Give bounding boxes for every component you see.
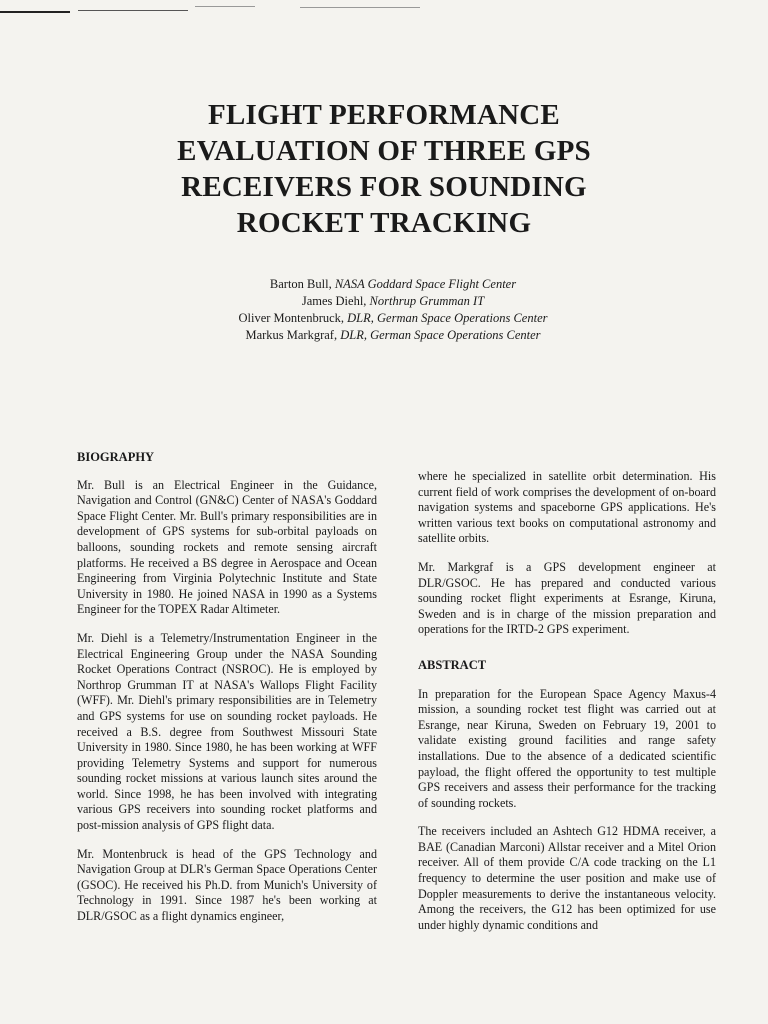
right-column xyxy=(418,469,716,946)
title-line: ROCKET TRACKING xyxy=(236,207,532,239)
author-line xyxy=(0,276,768,293)
scan-artifact-line xyxy=(195,6,255,7)
biography-paragraph: Mr. Bull is an Electrical Engineer in the Guidance, Navigation and Control (GN&C) Center of NASA's Goddard Space Flight Center. Mr. Bull's primary responsibilities are in development of GPS systems for sub-orbital payloads on balloons, sounding rockets and remote sensing aircraft platforms. He received a BS degree in Aerospace and Ocean Engineering from Virginia Polytechnic Institute and State University in 1980. He joined NASA in 1990 as a Systems Engineer for the TOPEX Radar Altimeter. xyxy=(77,477,377,617)
author-name: Markus Markgraf, xyxy=(245,328,341,342)
title-line: FLIGHT PERFORMANCE xyxy=(208,99,560,131)
author-name: Oliver Montenbruck, xyxy=(238,311,348,325)
title-line: EVALUATION OF THREE GPS xyxy=(177,135,591,167)
scan-artifact-line xyxy=(0,11,70,13)
author-affiliation: NASA Goddard Space Flight Center xyxy=(334,277,517,291)
author-line xyxy=(0,327,768,344)
author-line xyxy=(0,310,768,327)
biography-paragraph: Mr. Markgraf is a GPS development engineer at DLR/GSOC. He has prepared and conducted various sounding rocket flight experiments at Esrange, Kiruna, Sweden and is in charge of the mission preparation and operations for the IRTD-2 GPS experiment. xyxy=(418,559,716,637)
author-list xyxy=(0,276,768,344)
left-column xyxy=(77,450,377,938)
biography-paragraph: Mr. Diehl is a Telemetry/Instrumentation Engineer in the Electrical Engineering Group under the NASA Sounding Rocket Operations Contract (NSROC). He is employed by Northrop Grumman IT at NASA's Wallops Flight Facility (WFF). Mr. Diehl's primary responsibilities are in Telemetry and GPS systems for use on sounding rocket payloads. He received a B.S. degree from Southwest Missouri State University in 1980. Since 1980, he has been working at WFF providing Telemetry Systems and support for numerous sounding rocket missions at various launch sites around the world. Since 1998, he has been involved with integrating various GPS receivers into sounding rocket platforms and post-mission analysis of GPS flight data. xyxy=(77,630,377,833)
biography-heading: BIOGRAPHY xyxy=(77,450,155,464)
abstract-heading: ABSTRACT xyxy=(418,657,487,672)
biography-paragraph: Mr. Montenbruck is head of the GPS Technology and Navigation Group at DLR's German Space Operations Center (GSOC). He received his Ph.D. from Munich's University of Technology in 1991. Since 1987 he's been working at DLR/GSOC as a flight dynamics engineer, xyxy=(77,846,377,924)
title-line: RECEIVERS FOR SOUNDING xyxy=(181,171,587,203)
biography-paragraph: where he specialized in satellite orbit determination. His current field of work comprises the development of on-board navigation systems and spaceborne GPS applications. He's written various text books on computational astronomy and satellite orbits. xyxy=(418,469,716,546)
author-name: James Diehl, xyxy=(301,294,370,308)
author-affiliation: DLR, German Space Operations Center xyxy=(347,311,548,325)
author-name: Barton Bull, xyxy=(269,277,335,291)
author-affiliation: DLR, German Space Operations Center xyxy=(340,328,541,342)
abstract-paragraph: In preparation for the European Space Agency Maxus-4 mission, a sounding rocket test flight was carried out at Esrange, near Kiruna, Sweden on February 19, 2001 to validate existing ground facilities and range safety installations. Due to the absence of a dedicated scientific payload, the flight offered the opportunity to test multiple GPS receivers and assess their performance for the tracking of sounding rockets. xyxy=(418,686,716,810)
abstract-paragraph: The receivers included an Ashtech G12 HDMA receiver, a BAE (Canadian Marconi) Allstar receiver and a Mitel Orion receiver. All of them provide C/A code tracking on the L1 frequency to determine the user position and make use of Doppler measurements to derive the instantaneous velocity. Among the receivers, the G12 has been optimized for use under highly dynamic conditions and xyxy=(418,824,716,932)
author-line xyxy=(0,293,768,310)
scan-artifact-line xyxy=(300,7,420,8)
author-affiliation: Northrup Grumman IT xyxy=(369,294,485,308)
scan-artifact-line xyxy=(78,10,188,11)
paper-title xyxy=(0,97,768,241)
